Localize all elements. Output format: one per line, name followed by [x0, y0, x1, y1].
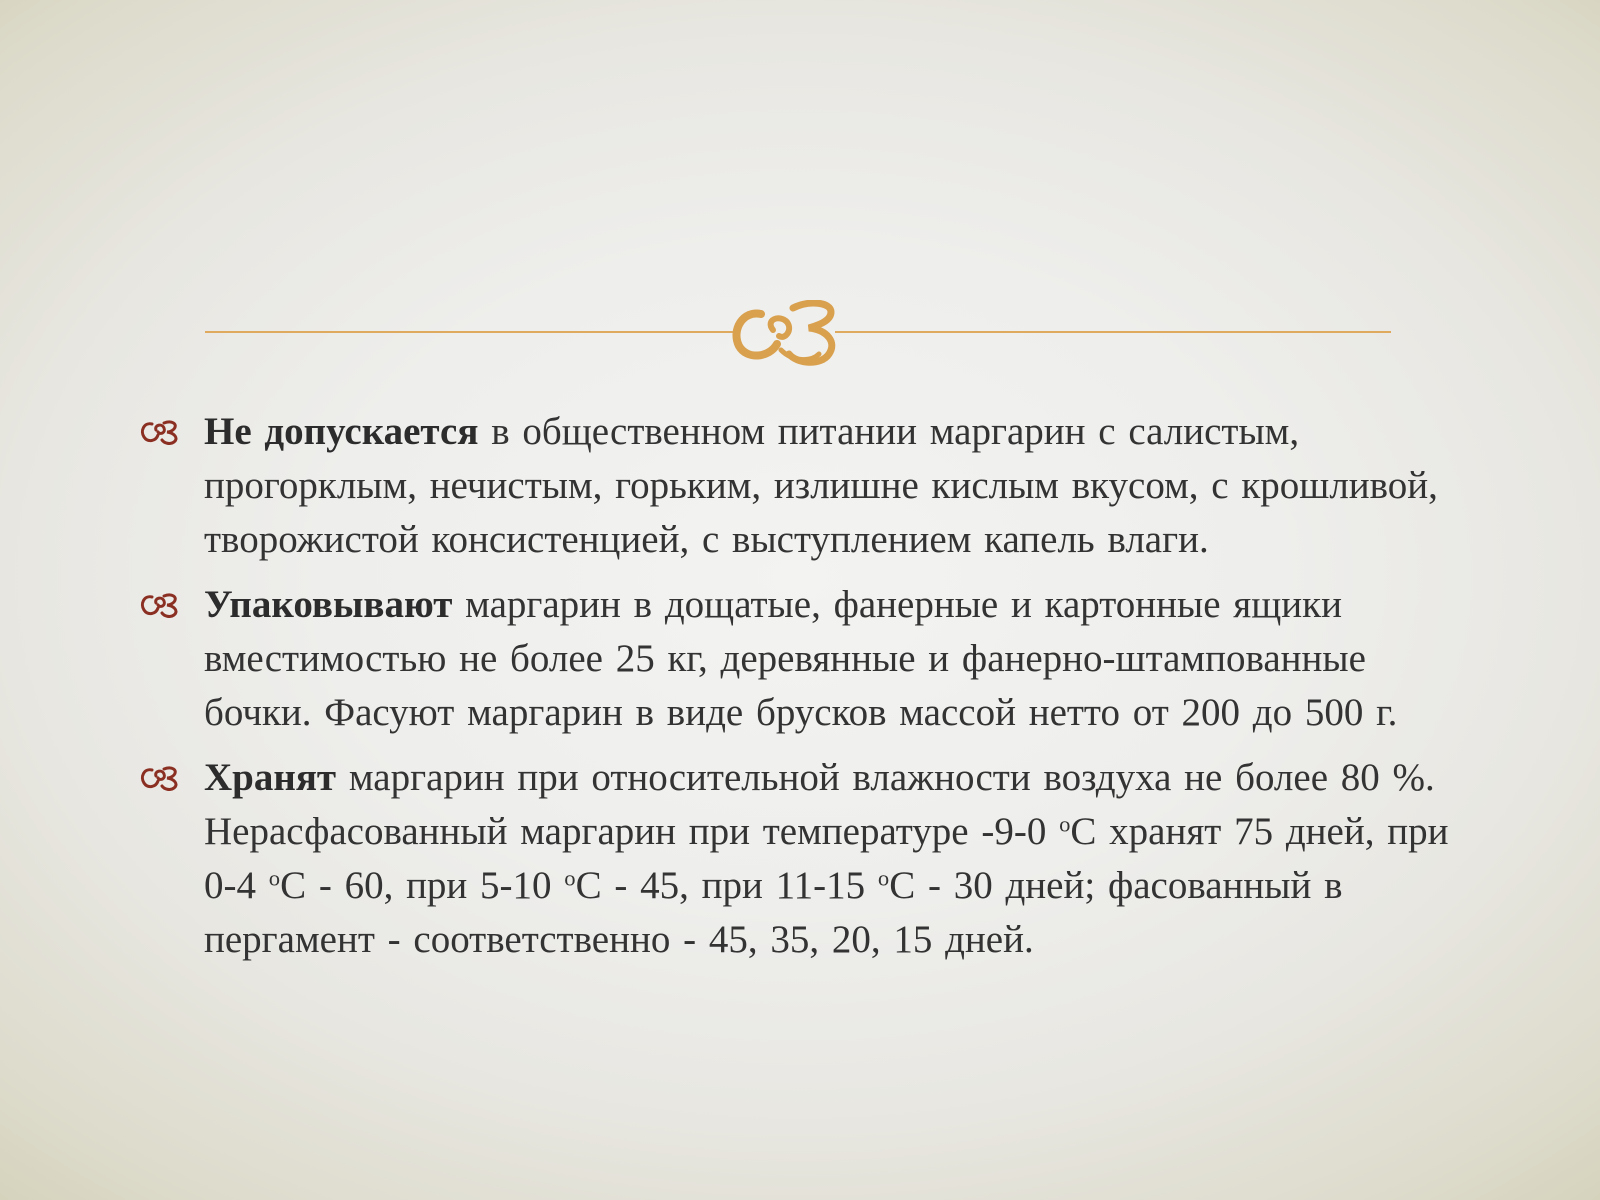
- ornament-bullet-icon: [138, 419, 180, 445]
- list-item: [138, 405, 1468, 567]
- degree-mark: о: [877, 865, 890, 891]
- item-text: С хранят 75 дней, при 0-4: [204, 810, 1449, 907]
- item-text: в общественном питании маргарин с салистым, прогорклым, нечистым, горьким, излишне кислым вкусом, с крошливой, творожистой консистенцией, с выступлением капель влаги.: [204, 410, 1438, 561]
- item-text: С - 30 дней; фасованный в пергамент - соответственно - 45, 35, 20, 15 дней.: [204, 864, 1343, 961]
- list-item: [138, 578, 1468, 740]
- degree-mark: о: [1059, 811, 1071, 837]
- item-text: С - 45, при 11-15: [575, 864, 878, 907]
- item-text: С - 60, при 5-10: [280, 864, 565, 907]
- ornament-bullet-icon: [138, 592, 180, 618]
- item-lead: Не допускается: [204, 410, 479, 453]
- title-divider: [205, 300, 1391, 380]
- bullet-list: [138, 405, 1468, 978]
- ornament-flourish-icon: [736, 303, 831, 362]
- item-lead: Упаковывают: [204, 583, 453, 626]
- item-lead: Хранят: [204, 756, 337, 799]
- item-text: маргарин при относительной влажности воздуха не более 80 %. Нерасфасованный маргарин при температуре -9-0: [204, 756, 1435, 853]
- degree-mark: о: [564, 865, 576, 891]
- item-text: маргарин в дощатые, фанерные и картонные ящики вместимостью не более 25 кг, деревянные и фанерно-штампованные бочки. Фасуют маргарин в виде брусков массой нетто от 200 до 500 г.: [204, 583, 1398, 734]
- list-item: [138, 751, 1468, 967]
- degree-mark: о: [268, 865, 281, 891]
- ornament-bullet-icon: [138, 765, 180, 791]
